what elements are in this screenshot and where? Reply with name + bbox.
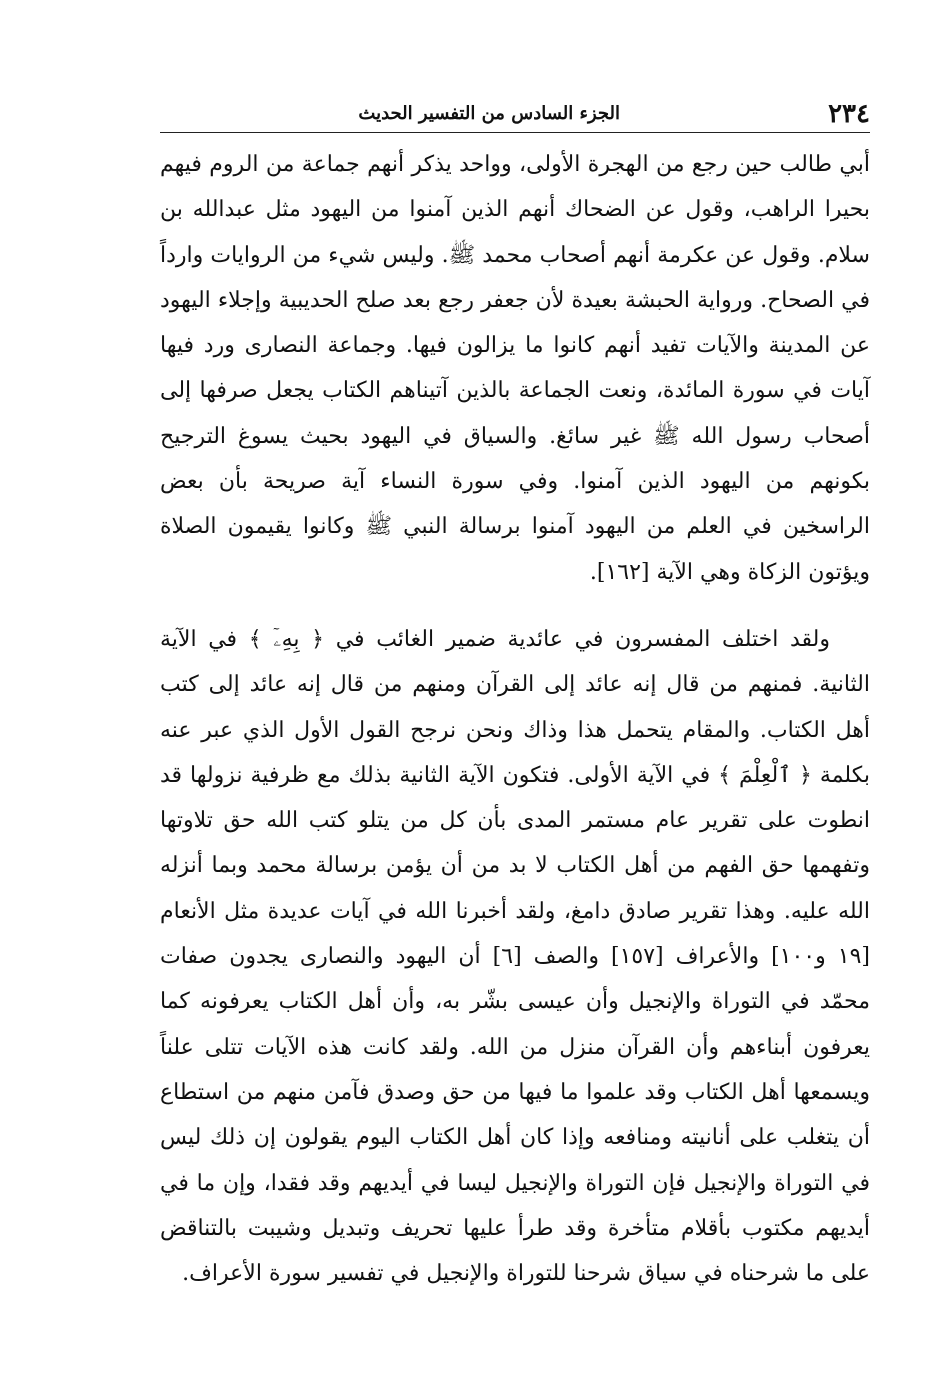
body-text xyxy=(160,142,870,1296)
running-title: الجزء السادس من التفسير الحديث xyxy=(358,103,620,124)
page-number: ٢٣٤ xyxy=(828,99,870,129)
header-rule xyxy=(160,132,870,133)
paragraph-2: ولقد اختلف المفسرون في عائدية ضمير الغائب في ﴿ بِهِۦٓ ﴾ في الآية الثانية. فمنهم من قال إنه عائد إلى القرآن ومنهم من قال إنه عائد إلى كتب أهل الكتاب. والمقام يتحمل هذا وذاك ونحن نرجح القول الأول الذي عبر عنه بكلمة ﴿ ٱلْعِلْمَ ﴾ في الآية الأولى. فتكون الآية الثانية بذلك مع ظرفية نزولها قد انطوت على تقرير عام مستمر المدى بأن كل من يتلو كتب الله حق تلاوتها وتفهمها حق الفهم من أهل الكتاب لا بد من أن يؤمن برسالة محمد وبما أنزله الله عليه. وهذا تقرير صادق دامغ، ولقد أخبرنا الله في آيات عديدة مثل الأنعام [١٩ و١٠٠] والأعراف [١٥٧] والصف [٦] أن اليهود والنصارى يجدون صفات محمّد في التوراة والإنجيل وأن عيسى بشّر به، وأن أهل الكتاب يعرفونه كما يعرفون أبناءهم وأن القرآن منزل من الله. ولقد كانت هذه الآيات تتلى علناً ويسمعها أهل الكتاب وقد علموا ما فيها من حق وصدق فآمن منهم من استطاع أن يتغلب على أنانيته ومنافعه وإذا كان أهل الكتاب اليوم يقولون إن ذلك ليس في التوراة والإنجيل فإن التوراة والإنجيل ليسا في أيديهم وقد فقدا، وإن ما في أيديهم مكتوب بأقلام متأخرة وقد طرأ عليها تحريف وتبديل وشيبت بالتناقض على ما شرحناه في سياق شرحنا للتوراة والإنجيل في تفسير سورة الأعراف. xyxy=(160,626,870,1287)
paragraph-1: أبي طالب حين رجع من الهجرة الأولى، وواحد يذكر أنهم جماعة من الروم فيهم بحيرا الراهب، وقول عن الضحاك أنهم الذين آمنوا من اليهود مثل عبدالله بن سلام. وقول عن عكرمة أنهم أصحاب محمد ﷺ. وليس شيء من الروايات وارداً في الصحاح. ورواية الحبشة بعيدة لأن جعفر رجع بعد صلح الحديبية وإجلاء اليهود عن المدينة والآيات تفيد أنهم كانوا ما يزالون فيها. وجماعة النصارى ورد فيها آيات في سورة المائدة، ونعت الجماعة بالذين آتيناهم الكتاب يجعل صرفها إلى أصحاب رسول الله ﷺ غير سائغ. والسياق في اليهود بحيث يسوغ الترجيح بكونهم من اليهود الذين آمنوا. وفي سورة النساء آية صريحة بأن بعض الراسخين في العلم من اليهود آمنوا برسالة النبي ﷺ وكانوا يقيمون الصلاة ويؤتون الزكاة وهي الآية [١٦٢]. xyxy=(160,152,870,585)
page-header xyxy=(160,96,870,134)
